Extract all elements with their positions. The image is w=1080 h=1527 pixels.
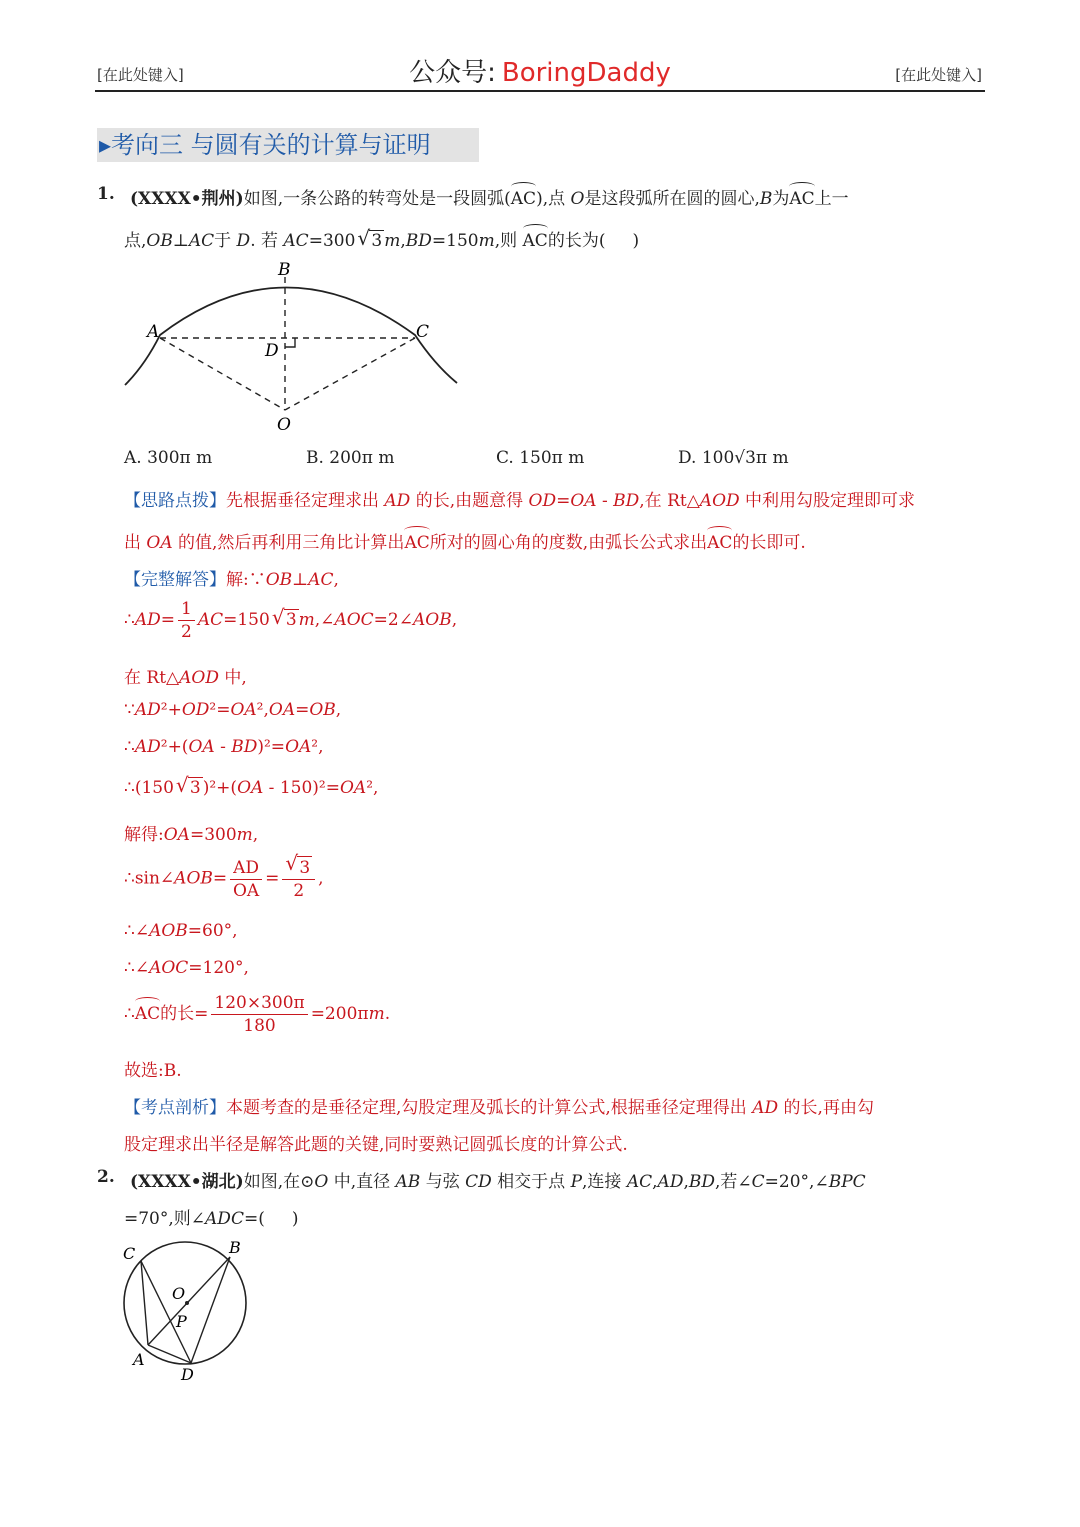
q2-number: 2.	[97, 1167, 115, 1187]
fig1-label-D: D	[265, 341, 279, 361]
q2-text-line2: =70°,则∠ADC=( )	[124, 1209, 299, 1229]
q2-source: (XXXX•湖北)	[130, 1172, 244, 1192]
fig1-label-C: C	[416, 322, 430, 342]
q1-text-line1: (XXXX•荆州)如图,一条公路的转弯处是一段圆弧(AC),点 O是这段弧所在圆的圆心,B为AC上一	[130, 189, 849, 209]
q1-answer-line9: ∴∠AOB=60°,	[124, 921, 238, 941]
fig2-label-A: A	[133, 1350, 145, 1369]
q1-analysis-tag: 【考点剖析】	[124, 1098, 226, 1118]
q1-option-a: A. 300π m	[124, 448, 213, 468]
section-title: ▸考向三 与圆有关的计算与证明	[97, 128, 479, 162]
q1-answer-line5: ∴AD²+(OA - BD)²=OA²,	[124, 737, 324, 757]
fig1-label-A: A	[147, 322, 160, 342]
q1-answer-line6: ∴(150√ 3 )²+(OA - 150)²=OA²,	[124, 777, 378, 798]
header-rule	[95, 90, 985, 92]
fig2-label-B: B	[229, 1238, 241, 1257]
fig2-label-D: D	[181, 1365, 194, 1384]
q1-option-b: B. 200π m	[306, 448, 395, 468]
q1-number: 1.	[97, 184, 115, 204]
q1-figure	[115, 255, 475, 440]
q1-option-c: C. 150π m	[496, 448, 585, 468]
q1-hint-line2: 出 OA 的值,然后再利用三角比计算出AC所对的圆心角的度数,由弧长公式求出AC的长即可.	[124, 533, 806, 553]
q1-answer-line1: 【完整解答】解:∵OB⊥AC,	[124, 570, 339, 590]
q1-answer-line7: 解得:OA=300m,	[124, 825, 259, 845]
q1-source: (XXXX•荆州)	[130, 189, 244, 209]
q1-analysis-line1: 【考点剖析】本题考查的是垂径定理,勾股定理及弧长的计算公式,根据垂径定理得出 AD 的长,再由勾	[124, 1098, 874, 1118]
q2-text-line1: (XXXX•湖北)如图,在⊙O 中,直径 AB 与弦 CD 相交于点 P,连接 AC,AD,BD,若∠C=20°,∠BPC	[130, 1172, 866, 1192]
q1-answer-line8: ∴sin∠AOB= $\frac{AD}{OA}$ = √ $\frac{3}{2}$ ,	[124, 856, 324, 902]
fig1-label-O: O	[277, 415, 291, 435]
header-right-placeholder: [在此处键入]	[895, 66, 982, 84]
q1-hint-line1: 【思路点拨】先根据垂径定理求出 AD 的长,由题意得 OD=OA - BD,在 Rt△AOD 中利用勾股定理即可求	[124, 491, 916, 511]
fig2-label-C: C	[123, 1244, 136, 1263]
fig1-label-B: B	[278, 260, 291, 280]
q1-analysis-line2: 股定理求出半径是解答此题的关键,同时要熟记圆弧长度的计算公式.	[124, 1135, 628, 1155]
fig2-label-P: P	[176, 1312, 187, 1331]
q1-choice: 故选:B.	[124, 1061, 182, 1081]
q1-answer-line11: ∴AC的长= $\frac{120\times 300\pi}{180}$ =200πm.	[124, 993, 391, 1036]
q1-answer-line4: ∵AD²+OD²=OA²,OA=OB,	[124, 700, 342, 720]
q1-answer-line3: 在 Rt△AOD 中,	[124, 668, 247, 688]
header-label: 公众号:	[409, 58, 496, 88]
q1-option-d: D. 100√3π m	[678, 448, 789, 468]
fig2-label-O: O	[172, 1284, 186, 1303]
q1-answer-line10: ∴∠AOC=120°,	[124, 958, 249, 978]
q2-figure	[115, 1235, 260, 1385]
q1-answer-line2: ∴AD= $\frac{1}{2}$ AC=150√ 3 m,∠AOC=2∠AOB,	[124, 598, 457, 643]
header-brand: BoringDaddy	[501, 58, 671, 88]
q1-answer-tag: 【完整解答】	[124, 570, 226, 590]
header-left-placeholder: [在此处键入]	[97, 66, 184, 84]
q1-text-line2: 点,OB⊥AC于 D. 若 AC=300√ 3 m,BD=150m,则 AC的长为( )	[124, 226, 639, 251]
q1-hint-tag: 【思路点拨】	[124, 491, 226, 511]
